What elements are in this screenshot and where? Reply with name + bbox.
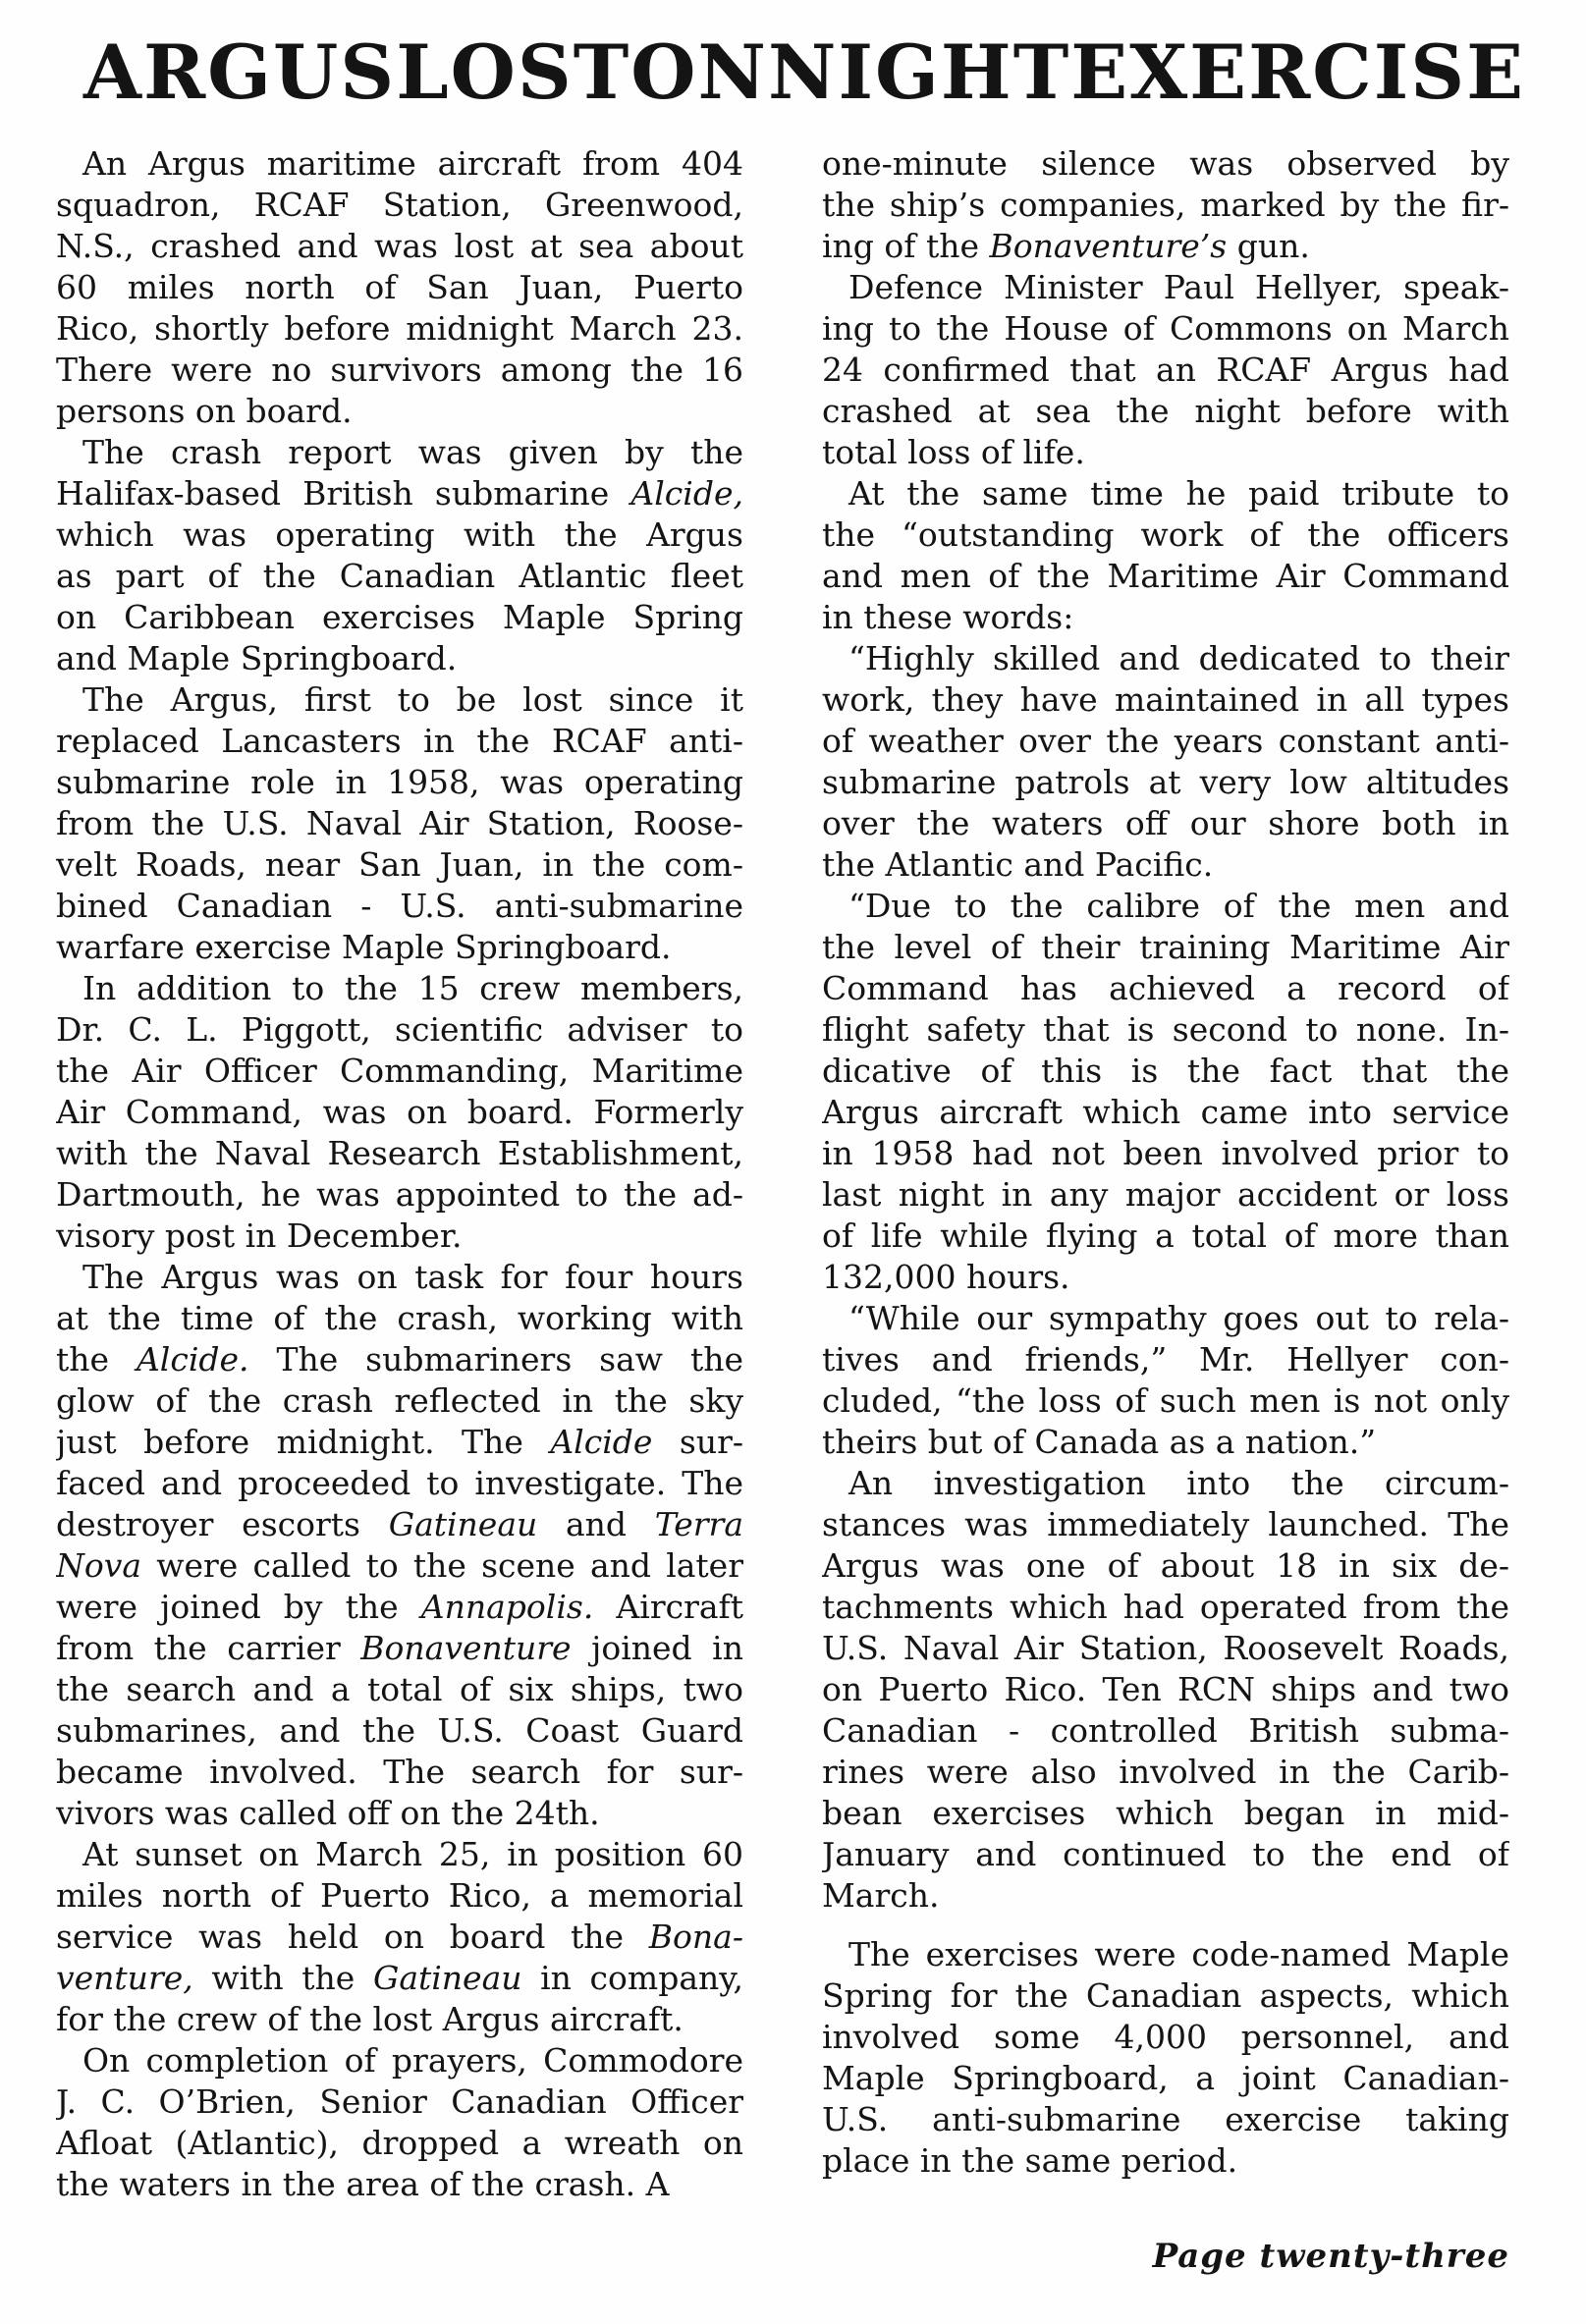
paragraph — [822, 143, 1509, 267]
text-line: the ship’s companies, marked by the fir- — [822, 186, 1509, 224]
text-line: 132,000 hours. — [822, 1258, 1070, 1296]
text-line: replaced Lancasters in the RCAF anti- — [56, 722, 743, 760]
text-line: Halifax-based British submarine Alcide, — [56, 474, 743, 513]
text-line: rines were also involved in the Carib- — [822, 1753, 1509, 1791]
headline-word: NIGHT — [767, 28, 1071, 116]
page-number-footer: Page twenty-three — [1152, 2237, 1509, 2276]
text-line: Dr. C. L. Piggott, scientific adviser to — [56, 1010, 743, 1049]
text-line: for the crew of the lost Argus aircraft. — [56, 2000, 684, 2038]
text-line: in 1958 had not been involved prior to — [822, 1134, 1509, 1172]
text-line: Nova were called to the scene and later — [56, 1546, 743, 1585]
paragraph — [56, 1257, 743, 1834]
text-line: At sunset on March 25, in position 60 — [82, 1835, 743, 1873]
text-line: the level of their training Maritime Air — [822, 928, 1509, 966]
text-line: Argus aircraft which came into service — [822, 1093, 1509, 1131]
text-line: bined Canadian - U.S. anti-submarine — [56, 887, 743, 925]
text-line: the search and a total of six ships, two — [56, 1670, 743, 1708]
text-line: were joined by the Annapolis. Aircraft — [56, 1588, 743, 1626]
text-line: submarine patrols at very low altitudes — [822, 763, 1509, 801]
text-line: from the U.S. Naval Air Station, Roose- — [56, 804, 743, 842]
text-line: flight safety that is second to none. In- — [822, 1010, 1509, 1049]
text-line: In addition to the 15 crew members, — [82, 969, 743, 1007]
text-line: ing to the House of Commons on March — [822, 309, 1509, 348]
text-line: total loss of life. — [822, 433, 1085, 471]
text-line: Spring for the Canadian aspects, which — [822, 1976, 1509, 2015]
text-line: January and continued to the end of — [822, 1835, 1509, 1873]
text-line: crashed at sea the night before with — [822, 392, 1509, 430]
text-line: On completion of prayers, Commodore — [82, 2041, 743, 2080]
text-line: theirs but of Canada as a nation.” — [822, 1423, 1377, 1461]
text-line: N.S., crashed and was lost at sea about — [56, 227, 743, 265]
text-line: place in the same period. — [822, 2141, 1238, 2180]
text-line: Maple Springboard, a joint Canadian- — [822, 2059, 1509, 2097]
text-line: destroyer escorts Gatineau and Terra — [56, 1505, 743, 1543]
paragraph — [822, 1298, 1509, 1463]
text-line: one-minute silence was observed by — [822, 144, 1509, 183]
text-line: J. C. O’Brien, Senior Canadian Officer — [56, 2082, 743, 2121]
text-line: An investigation into the circum- — [848, 1464, 1509, 1502]
text-line: of life while flying a total of more than — [822, 1216, 1509, 1255]
text-line: Rico, shortly before midnight March 23. — [56, 309, 743, 348]
text-line: ing of the Bonaventure’s gun. — [822, 227, 1310, 265]
article-body — [56, 143, 1509, 2205]
article-column-right — [822, 143, 1509, 2205]
text-line: the “outstanding work of the officers — [822, 515, 1509, 554]
text-line: from the carrier Bonaventure joined in — [56, 1629, 743, 1667]
text-line: with the Naval Research Establishment, — [56, 1134, 743, 1172]
text-line: on Puerto Rico. Ten RCN ships and two — [822, 1670, 1509, 1708]
paragraph — [822, 1463, 1509, 1917]
text-line: squadron, RCAF Station, Greenwood, — [56, 186, 743, 224]
text-line: over the waters off our shore both in — [822, 804, 1509, 842]
text-line: the Alcide. The submariners saw the — [56, 1340, 743, 1378]
paragraph — [822, 1934, 1509, 2182]
text-line: in these words: — [822, 598, 1074, 636]
text-line: the Atlantic and Pacific. — [822, 845, 1214, 884]
text-line: Dartmouth, he was appointed to the ad- — [56, 1175, 743, 1214]
text-line: dicative of this is the fact that the — [822, 1052, 1509, 1090]
text-line: There were no survivors among the 16 — [56, 351, 743, 389]
text-line: at the time of the crash, working with — [56, 1299, 743, 1337]
text-line: The Argus, first to be lost since it — [82, 680, 743, 719]
text-line: Canadian - controlled British subma- — [822, 1711, 1509, 1750]
paragraph — [822, 638, 1509, 886]
text-line: U.S. Naval Air Station, Roosevelt Roads, — [822, 1629, 1509, 1667]
text-line: faced and proceeded to investigate. The — [56, 1464, 743, 1502]
text-line: U.S. anti-submarine exercise taking — [822, 2100, 1509, 2138]
text-line: stances was immediately launched. The — [822, 1505, 1509, 1543]
text-line: last night in any major accident or loss — [822, 1175, 1509, 1214]
text-line: which was operating with the Argus — [56, 515, 743, 554]
text-line: Command has achieved a record of — [822, 969, 1509, 1007]
text-line: miles north of Puerto Rico, a memorial — [56, 1876, 743, 1915]
headline-word: LOST — [396, 28, 631, 116]
text-line: glow of the crash reflected in the sky — [56, 1381, 743, 1420]
headline-word: ARGUS — [83, 28, 397, 116]
headline-word: ON — [630, 28, 768, 116]
text-line: Defence Minister Paul Hellyer, speak- — [848, 268, 1509, 306]
text-line: of weather over the years constant anti- — [822, 722, 1509, 760]
text-line: warfare exercise Maple Springboard. — [56, 928, 672, 966]
paragraph — [822, 473, 1509, 638]
headline-word: EXERCISE — [1070, 28, 1526, 116]
text-line: submarine role in 1958, was operating — [56, 763, 743, 801]
text-line: cluded, “the loss of such men is not only — [822, 1381, 1509, 1420]
paragraph — [56, 143, 743, 432]
paragraph — [56, 968, 743, 1257]
text-line: tachments which had operated from the — [822, 1588, 1509, 1626]
text-line: on Caribbean exercises Maple Spring — [56, 598, 743, 636]
text-line: 24 confirmed that an RCAF Argus had — [822, 351, 1509, 389]
text-line: The exercises were code-named Maple — [848, 1935, 1509, 1973]
text-line: work, they have maintained in all types — [822, 680, 1509, 719]
text-line: as part of the Canadian Atlantic fleet — [56, 557, 743, 595]
text-line: vivors was called off on the 24th. — [56, 1794, 600, 1832]
text-line: bean exercises which began in mid- — [822, 1794, 1509, 1832]
text-line: Afloat (Atlantic), dropped a wreath on — [56, 2124, 743, 2162]
text-line: Argus was one of about 18 in six de- — [822, 1546, 1509, 1585]
text-line: At the same time he paid tribute to — [848, 474, 1509, 513]
text-line: and Maple Springboard. — [56, 639, 458, 677]
text-line: March. — [822, 1876, 940, 1915]
text-line: just before midnight. The Alcide sur- — [56, 1423, 743, 1461]
text-line: submarines, and the U.S. Coast Guard — [56, 1711, 743, 1750]
text-line: Air Command, was on board. Formerly — [56, 1093, 743, 1131]
text-line: tives and friends,” Mr. Hellyer con- — [822, 1340, 1509, 1378]
text-line: involved some 4,000 personnel, and — [822, 2018, 1509, 2056]
article-headline — [83, 28, 1526, 116]
text-line: and men of the Maritime Air Command — [822, 557, 1509, 595]
text-line: 60 miles north of San Juan, Puerto — [56, 268, 743, 306]
text-line: service was held on board the Bona- — [56, 1918, 743, 1956]
text-line: “Highly skilled and dedicated to their — [848, 639, 1509, 677]
paragraph — [822, 886, 1509, 1298]
text-line: visory post in December. — [56, 1216, 463, 1255]
paragraph — [56, 432, 743, 679]
paragraph — [56, 2040, 743, 2205]
text-line: “Due to the calibre of the men and — [848, 887, 1509, 925]
paragraph — [822, 267, 1509, 473]
text-line: An Argus maritime aircraft from 404 — [82, 144, 743, 183]
text-line: the Air Officer Commanding, Maritime — [56, 1052, 743, 1090]
text-line: The crash report was given by the — [82, 433, 743, 471]
text-line: The Argus was on task for four hours — [82, 1258, 743, 1296]
text-line: velt Roads, near San Juan, in the com- — [56, 845, 743, 884]
article-column-left — [56, 143, 743, 2205]
text-line: the waters in the area of the crash. A — [56, 2165, 670, 2203]
paragraph — [56, 1834, 743, 2040]
text-line: became involved. The search for sur- — [56, 1753, 743, 1791]
paragraph — [56, 679, 743, 968]
text-line: venture, with the Gatineau in company, — [56, 1959, 743, 1997]
text-line: “While our sympathy goes out to rela- — [848, 1299, 1509, 1337]
text-line: persons on board. — [56, 392, 353, 430]
